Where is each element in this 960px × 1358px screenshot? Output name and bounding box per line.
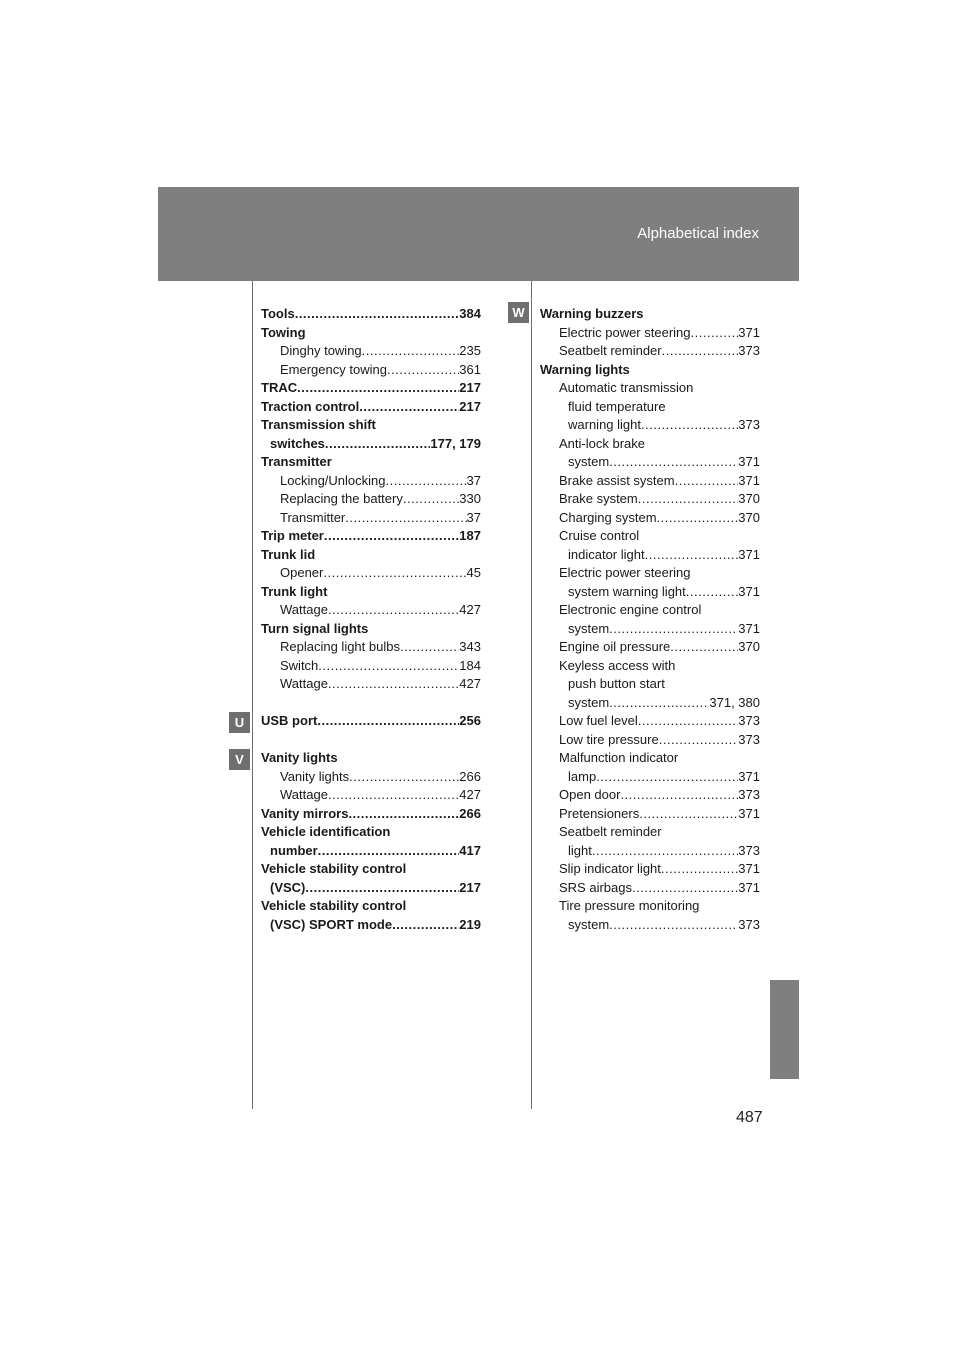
index-entry <box>540 749 760 768</box>
section-gap <box>261 694 481 713</box>
index-entry <box>261 860 481 879</box>
right-column-rule <box>531 281 532 1109</box>
index-entry-page: 217 <box>459 879 481 895</box>
index-entry <box>261 823 481 842</box>
index-entry <box>261 435 481 454</box>
index-entry-page: 384 <box>459 306 481 321</box>
index-entry-term: Wattage <box>280 602 328 617</box>
index-entry <box>540 786 760 805</box>
dot-leader <box>328 601 459 620</box>
index-entry-page: 370 <box>738 491 760 506</box>
index-entry-term: Seatbelt reminder <box>559 343 662 358</box>
dot-leader <box>659 731 739 750</box>
index-entry-page: 371, 380 <box>709 694 760 710</box>
index-entry-page: 177, 179 <box>430 435 481 451</box>
index-entry <box>540 657 760 676</box>
index-entry <box>261 472 481 491</box>
index-entry-page: 373 <box>738 713 760 728</box>
index-entry-page: 370 <box>738 639 760 654</box>
index-entry-term: number <box>270 842 318 858</box>
index-entry-page: 217 <box>459 398 481 414</box>
index-entry-term: Electric power steering <box>559 324 691 340</box>
dot-leader <box>657 509 739 528</box>
index-entry-term: Warning lights <box>540 361 630 377</box>
index-entry-term: Vanity lights <box>261 750 338 765</box>
index-entry-term: Traction control <box>261 398 360 414</box>
index-entry-page: 371 <box>738 583 760 599</box>
index-entry-term: Wattage <box>280 676 328 691</box>
index-entry-term: Transmission shift <box>261 417 376 432</box>
index-entry-term: SRS airbags <box>559 879 632 895</box>
dot-leader <box>592 842 738 861</box>
index-entry-term: Vehicle stability control <box>261 898 407 913</box>
section-letter-w: W <box>508 302 529 323</box>
dot-leader <box>662 342 739 361</box>
index-entry-term: Switch <box>280 657 319 673</box>
dot-leader <box>349 768 459 787</box>
index-entry-page: 371 <box>738 546 760 562</box>
dot-leader <box>403 490 459 509</box>
index-entry-term: indicator light <box>568 546 645 562</box>
index-entry-term: Electric power steering <box>559 565 691 580</box>
index-entry <box>261 897 481 916</box>
index-entry <box>540 731 760 750</box>
index-entry <box>261 601 481 620</box>
index-entry <box>261 786 481 805</box>
index-entry-term: Low fuel level <box>559 713 638 728</box>
dot-leader <box>362 342 460 361</box>
index-entry-term: Opener <box>280 565 324 580</box>
dot-leader <box>691 324 739 343</box>
index-entry <box>261 398 481 417</box>
index-entry <box>540 879 760 898</box>
index-entry-term: Tire pressure monitoring <box>559 898 700 913</box>
index-entry-term: Trunk light <box>261 583 328 599</box>
section-gap <box>261 731 481 750</box>
index-entry-term: Low tire pressure <box>559 731 659 747</box>
index-entry <box>540 379 760 398</box>
index-entry-term: Turn signal lights <box>261 620 369 636</box>
chapter-side-tab <box>770 980 799 1079</box>
index-entry-term: Locking/Unlocking <box>280 472 386 488</box>
dot-leader <box>324 527 459 546</box>
index-entry <box>261 379 481 398</box>
index-entry <box>540 305 760 324</box>
index-entry-term: Cruise control <box>559 528 640 543</box>
dot-leader <box>609 620 738 639</box>
index-entry-term: USB port <box>261 713 318 728</box>
index-entry-term: lamp <box>568 768 597 784</box>
index-entry-term: Automatic transmission <box>559 380 694 395</box>
index-entry-page: 235 <box>459 343 481 358</box>
section-letter-u: U <box>229 712 250 733</box>
index-entry-page: 427 <box>459 676 481 691</box>
index-entry-page: 373 <box>738 842 760 858</box>
index-entry <box>540 398 760 417</box>
index-entry <box>261 324 481 343</box>
dot-leader <box>661 860 738 879</box>
index-entry-term: Open door <box>559 787 621 802</box>
dot-leader <box>400 638 459 657</box>
dot-leader <box>596 768 738 787</box>
index-entry-term: Trip meter <box>261 528 324 543</box>
dot-leader <box>317 712 459 731</box>
index-entry-term: Replacing the battery <box>280 491 403 506</box>
index-entry-page: 373 <box>738 417 760 432</box>
index-entry <box>540 453 760 472</box>
index-entry <box>261 749 481 768</box>
dot-leader <box>609 694 709 713</box>
index-entry <box>540 694 760 713</box>
index-entry <box>540 916 760 935</box>
index-entry-page: 373 <box>738 343 760 358</box>
index-entry <box>261 305 481 324</box>
index-entry-page: 427 <box>459 602 481 617</box>
dot-leader <box>670 638 738 657</box>
section-letter-v: V <box>229 749 250 770</box>
index-entry-term: Charging system <box>559 509 657 525</box>
index-entry <box>261 546 481 565</box>
index-entry <box>540 583 760 602</box>
dot-leader <box>323 564 466 583</box>
index-entry-term: system <box>568 694 610 710</box>
dot-leader <box>387 361 459 380</box>
index-entry-term: Brake system <box>559 491 638 506</box>
index-entry <box>540 435 760 454</box>
index-entry-term: Emergency towing <box>280 361 387 377</box>
dot-leader <box>645 546 739 565</box>
index-entry-page: 266 <box>459 768 481 784</box>
index-entry <box>261 620 481 639</box>
index-entry <box>540 342 760 361</box>
index-entry-term: Anti-lock brake <box>559 435 645 451</box>
index-entry-term: Transmitter <box>261 454 332 469</box>
dot-leader <box>609 916 738 935</box>
dot-leader <box>348 805 459 824</box>
index-entry-term: Tools <box>261 306 295 321</box>
index-entry-term: Trunk lid <box>261 546 316 562</box>
index-entry-page: 343 <box>459 639 481 654</box>
dot-leader <box>632 879 738 898</box>
index-entry <box>261 509 481 528</box>
index-entry <box>540 712 760 731</box>
dot-leader <box>328 675 459 694</box>
index-entry <box>540 842 760 861</box>
index-entry-term: system <box>568 916 610 932</box>
index-entry <box>261 675 481 694</box>
index-entry-page: 371 <box>738 879 760 895</box>
index-entry-page: 371 <box>738 620 760 636</box>
index-entry-term: Malfunction indicator <box>559 750 679 765</box>
index-entry <box>261 490 481 509</box>
index-entry-term: light <box>568 842 592 858</box>
index-entry-term: Vanity lights <box>280 768 350 784</box>
index-entry-term: system <box>568 620 610 636</box>
index-entry <box>261 842 481 861</box>
index-entry-term: push button start <box>568 676 665 691</box>
index-entry <box>540 601 760 620</box>
index-entry-page: 371 <box>738 861 760 876</box>
dot-leader <box>305 879 459 898</box>
index-entry-term: Brake assist system <box>559 472 675 488</box>
index-entry-term: fluid temperature <box>568 398 666 414</box>
index-entry-page: 266 <box>459 805 481 821</box>
dot-leader <box>295 305 460 324</box>
index-entry-page: 184 <box>459 657 481 673</box>
index-entry-term: system warning light <box>568 583 686 599</box>
index-entry-term: Vehicle stability control <box>261 861 407 876</box>
index-entry <box>540 509 760 528</box>
index-entry <box>261 564 481 583</box>
index-entry-page: 187 <box>459 528 481 543</box>
index-entry-page: 45 <box>466 565 481 580</box>
dot-leader <box>641 416 738 435</box>
index-entry-page: 373 <box>738 916 760 932</box>
index-entry <box>261 638 481 657</box>
index-entry <box>540 546 760 565</box>
index-entry <box>261 712 481 731</box>
index-entry-page: 37 <box>466 509 481 525</box>
index-entry <box>261 583 481 602</box>
index-entry <box>261 805 481 824</box>
dot-leader <box>392 916 459 935</box>
index-entry-term: Keyless access with <box>559 657 676 673</box>
index-entry-page: 219 <box>459 916 481 932</box>
dot-leader <box>345 509 466 528</box>
page-number: 487 <box>736 1109 763 1126</box>
index-entry-term: Pretensioners <box>559 805 640 821</box>
index-entry-term: warning light <box>568 417 641 432</box>
index-entry-page: 256 <box>459 713 481 728</box>
index-entry-term: Dinghy towing <box>280 343 362 358</box>
index-entry-page: 373 <box>738 731 760 747</box>
index-entry <box>540 472 760 491</box>
index-entry <box>540 527 760 546</box>
dot-leader <box>638 490 739 509</box>
index-entry <box>261 527 481 546</box>
index-entry <box>540 823 760 842</box>
dot-leader <box>297 379 459 398</box>
index-entry-page: 427 <box>459 787 481 802</box>
index-entry <box>540 490 760 509</box>
index-entry <box>540 860 760 879</box>
index-entry-term: Vanity mirrors <box>261 805 349 821</box>
index-entry-term: Slip indicator light <box>559 861 661 876</box>
index-entry <box>261 879 481 898</box>
index-entry-term: Transmitter <box>280 509 346 525</box>
index-entry <box>540 638 760 657</box>
dot-leader <box>386 472 467 491</box>
index-entry-term: TRAC <box>261 380 298 395</box>
index-entry-page: 371 <box>738 805 760 821</box>
index-entry-term: Seatbelt reminder <box>559 824 662 839</box>
index-entry <box>540 416 760 435</box>
index-entry-term: Towing <box>261 324 306 340</box>
dot-leader <box>638 712 739 731</box>
left-column-rule <box>252 281 253 1109</box>
dot-leader <box>609 453 738 472</box>
index-entry <box>540 897 760 916</box>
index-entry <box>261 453 481 472</box>
index-entry-page: 417 <box>459 842 481 858</box>
index-entry-page: 371 <box>738 454 760 469</box>
index-entry <box>540 564 760 583</box>
dot-leader <box>318 657 459 676</box>
index-entry-page: 330 <box>459 491 481 506</box>
left-index-column <box>261 305 481 934</box>
index-entry-page: 370 <box>738 509 760 525</box>
index-entry <box>540 768 760 787</box>
index-entry <box>261 768 481 787</box>
index-entry-page: 361 <box>459 361 481 377</box>
dot-leader <box>325 435 430 454</box>
index-entry-page: 371 <box>738 768 760 784</box>
dot-leader <box>318 842 460 861</box>
index-entry-term: Electronic engine control <box>559 602 702 617</box>
dot-leader <box>675 472 739 491</box>
dot-leader <box>686 583 739 602</box>
dot-leader <box>620 786 738 805</box>
index-entry-term: Engine oil pressure <box>559 639 671 654</box>
dot-leader <box>359 398 459 417</box>
index-entry-term: Warning buzzers <box>540 306 644 321</box>
header-title: Alphabetical index <box>637 225 759 242</box>
index-entry-page: 217 <box>459 380 481 395</box>
index-entry-page: 371 <box>738 472 760 488</box>
index-entry <box>540 675 760 694</box>
index-entry <box>261 657 481 676</box>
index-entry <box>261 916 481 935</box>
index-entry-page: 373 <box>738 787 760 802</box>
index-entry <box>261 342 481 361</box>
right-index-column <box>540 305 760 934</box>
index-entry-page: 37 <box>466 472 481 488</box>
index-entry-term: Vehicle identification <box>261 824 391 839</box>
index-entry <box>261 416 481 435</box>
index-entry-term: (VSC) SPORT mode <box>270 916 393 932</box>
dot-leader <box>639 805 738 824</box>
index-entry-term: system <box>568 454 610 469</box>
page-header <box>158 187 799 281</box>
index-entry-term: (VSC) <box>270 879 306 895</box>
index-entry-term: Replacing light bulbs <box>280 639 400 654</box>
dot-leader <box>328 786 459 805</box>
index-entry <box>261 361 481 380</box>
index-entry-term: Wattage <box>280 787 328 802</box>
index-entry <box>540 805 760 824</box>
index-entry <box>540 361 760 380</box>
index-entry <box>540 620 760 639</box>
index-entry-term: switches <box>270 435 325 451</box>
index-entry <box>540 324 760 343</box>
index-entry-page: 371 <box>738 324 760 340</box>
